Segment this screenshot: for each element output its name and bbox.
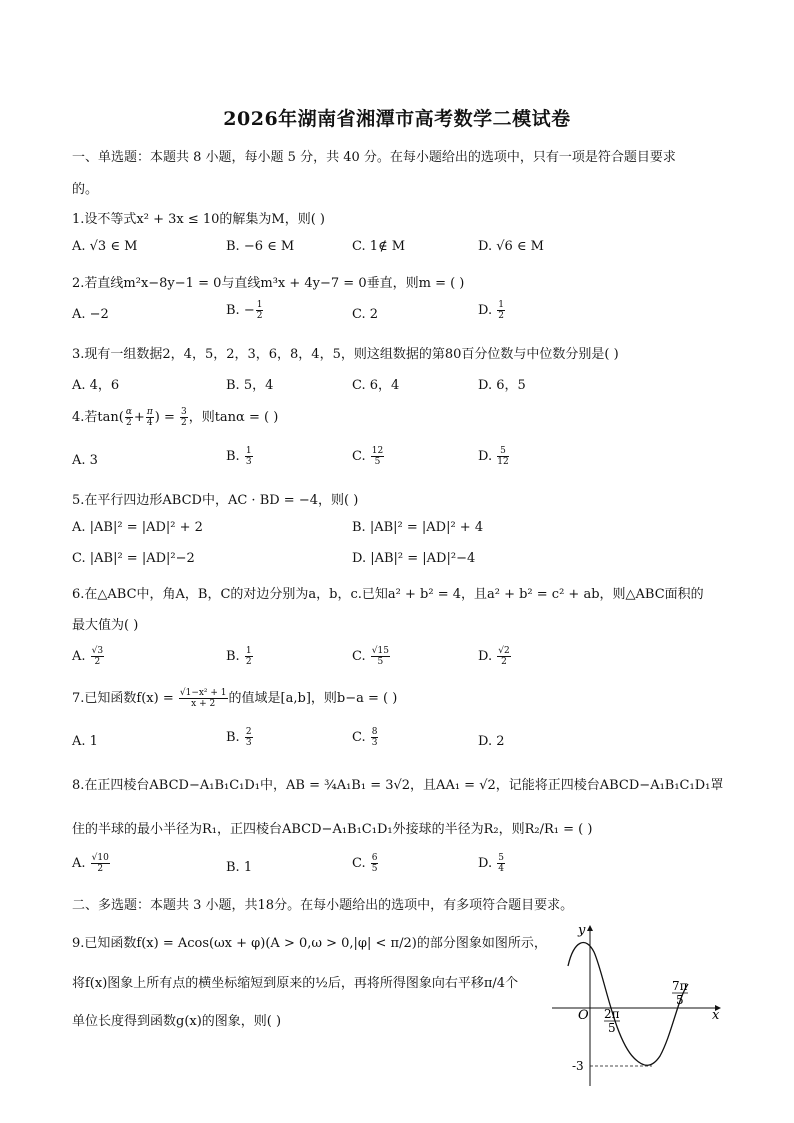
q5-option-b: B. |AB|² = |AD|² + 4 <box>352 520 484 535</box>
frac-num: 6 <box>371 853 378 863</box>
q8-option-c-label: C. <box>352 856 370 871</box>
q8-option-d <box>478 853 506 874</box>
q2-option-d-label: D. <box>478 303 497 318</box>
q2-option-d <box>478 300 506 321</box>
q6-option-c-frac <box>371 646 390 667</box>
q6-stem: 6.在△ABC中，角A，B，C的对边分别为a，b，c.已知a² + b² = 4，且a² + b² = c² + ab，则△ABC面积的 <box>72 587 704 602</box>
frac-den: 2 <box>256 311 263 321</box>
frac-num: √10 <box>91 853 109 863</box>
q8-option-d-frac <box>497 853 505 874</box>
frac-num: 5 <box>497 446 508 457</box>
q2-option-d-frac <box>497 300 505 321</box>
q5-stem: 5.在平行四边形ABCD中，AC · BD = −4，则( ) <box>72 493 359 508</box>
q6-option-c-label: C. <box>352 649 370 664</box>
frac-num: √2 <box>498 646 510 656</box>
q5-option-a: A. |AB|² = |AD|² + 2 <box>72 520 203 535</box>
q2-option-a: A. −2 <box>72 307 109 322</box>
frac-num: 5 <box>498 853 504 863</box>
frac-num: 1 <box>256 300 263 310</box>
q7-option-c <box>352 727 379 748</box>
q4-stem-post: ) = <box>154 410 179 425</box>
q2-option-b-frac <box>256 300 264 321</box>
q2-option-b <box>226 300 264 321</box>
q4-option-d-label: D. <box>478 449 497 464</box>
q4-frac-pi: $\frac{\pi}{4}$ <box>146 407 153 428</box>
frac-den: 3 <box>245 457 252 467</box>
q1-option-c: C. 1∉ M <box>352 239 406 254</box>
frac-num: 8 <box>371 727 378 737</box>
frac-den: 5 <box>374 457 381 467</box>
frac-den: 12 <box>497 457 509 467</box>
q7-option-b-frac <box>245 727 253 748</box>
frac-den: 5 <box>371 864 378 874</box>
q4-option-c-frac <box>371 446 384 467</box>
q8-stem-cont: 住的半球的最小半径为R₁，正四棱台ABCD−A₁B₁C₁D₁外接球的半径为R₂，则R₂/R₁ = ( ) <box>72 822 593 837</box>
q7-stem <box>72 687 397 709</box>
q8-option-c <box>352 853 379 874</box>
q6-option-a <box>72 646 105 667</box>
q4-option-b-frac <box>245 446 253 467</box>
q4-stem-pre: 4.若tan( <box>72 410 124 425</box>
q4-option-d-frac <box>497 446 508 467</box>
q8-option-a-frac <box>91 853 110 874</box>
q4-stem-end: ，则tanα = ( ) <box>188 410 279 425</box>
frac-num: √15 <box>371 646 389 656</box>
frac-den: 3 <box>371 738 378 748</box>
q6-option-c <box>352 646 391 667</box>
frac-den: x + 2 <box>191 699 216 709</box>
frac-den: 3 <box>245 738 252 748</box>
tick-7pi-5-den: 5 <box>676 993 684 1007</box>
q3-stem: 3.现有一组数据2，4，5，2，3，6，8，4，5，则这组数据的第80百分位数与中位数分别是( ) <box>72 347 619 362</box>
q7-option-b-label: B. <box>226 730 244 745</box>
q5-option-d: D. |AB|² = |AD|²−4 <box>352 551 476 566</box>
cosine-graph <box>548 918 728 1093</box>
frac-den: 2 <box>501 657 507 667</box>
q7-frac <box>179 688 228 709</box>
q9-stem-line3: 单位长度得到函数g(x)的图象，则( ) <box>72 1014 282 1029</box>
q2-stem: 2.若直线m²x−8y−1 = 0与直线m³x + 4y−7 = 0垂直，则m = ( ) <box>72 276 465 291</box>
q3-option-d: D. 6，5 <box>478 378 526 393</box>
frac-num: 1 <box>498 300 504 310</box>
q6-option-d-frac <box>497 646 510 667</box>
q7-stem-pre: 7.已知函数f(x) = <box>72 691 178 706</box>
q6-option-d <box>478 646 512 667</box>
min-value-label: -3 <box>572 1059 584 1073</box>
q4-frac-value: $\frac{3}{2}$ <box>180 407 187 428</box>
frac-den: 2 <box>97 864 104 874</box>
origin-label: O <box>578 1008 589 1023</box>
section1-heading: 一、单选题：本题共 8 小题，每小题 5 分，共 40 分。在每小题给出的选项中，只有一项是符合题目要求 <box>72 150 676 165</box>
q6-option-b-frac <box>245 646 253 667</box>
tick-2pi-5-den: 5 <box>608 1021 616 1035</box>
q6-option-d-label: D. <box>478 649 497 664</box>
section1-heading-cont: 的。 <box>72 182 99 197</box>
frac-num: √3 <box>91 646 104 656</box>
q7-option-c-label: C. <box>352 730 370 745</box>
frac-den: 2 <box>245 657 252 667</box>
q5-option-c: C. |AB|² = |AD|²−2 <box>72 551 195 566</box>
q9-stem-line2: 将f(x)图象上所有点的横坐标缩短到原来的½后，再将所得图象向右平移π/4个 <box>72 976 519 991</box>
frac-num: 1 <box>245 646 252 656</box>
q3-option-a: A. 4，6 <box>72 378 120 393</box>
q7-option-a: A. 1 <box>72 734 98 749</box>
q7-stem-post: 的值域是[a,b]，则b−a = ( ) <box>228 691 398 706</box>
q1-option-d: D. √6 ∈ M <box>478 239 544 254</box>
frac-num: 12 <box>371 446 384 456</box>
q6-option-b-label: B. <box>226 649 244 664</box>
q4-option-b <box>226 446 254 467</box>
q8-option-d-label: D. <box>478 856 497 871</box>
tick-7pi-5-num: 7π <box>672 979 688 993</box>
q4-frac-a: $\frac{\alpha}{2}$ <box>125 407 132 428</box>
q4-option-b-label: B. <box>226 449 244 464</box>
q1-option-a: A. √3 ∈ M <box>72 239 138 254</box>
q4-option-c <box>352 446 385 467</box>
y-axis-label: y <box>578 923 586 938</box>
q4-option-d <box>478 446 510 467</box>
q3-option-c: C. 6，4 <box>352 378 400 393</box>
x-axis-label: x <box>712 1008 720 1023</box>
frac-num: √1−x² + 1 <box>179 688 227 698</box>
frac-den: 2 <box>498 311 504 321</box>
cosine-curve <box>568 943 688 1066</box>
frac-num: 2 <box>245 727 252 737</box>
q4-option-a: A. 3 <box>72 453 98 468</box>
q7-option-d: D. 2 <box>478 734 505 749</box>
section2-heading: 二、多选题：本题共 3 小题，共18分。在每小题给出的选项中，有多项符合题目要求。 <box>72 898 574 913</box>
exam-title: 2026年湖南省湘潭市高考数学二模试卷 <box>223 108 571 130</box>
frac-den: 5 <box>377 657 384 667</box>
q8-option-c-frac <box>371 853 379 874</box>
q3-option-b: B. 5，4 <box>226 378 274 393</box>
frac-num: 1 <box>245 446 252 456</box>
q2-option-c: C. 2 <box>352 307 379 322</box>
q8-stem: 8.在正四棱台ABCD−A₁B₁C₁D₁中，AB = ¾A₁B₁ = 3√2，且AA₁ = √2，记能将正四棱台ABCD−A₁B₁C₁D₁罩 <box>72 778 724 793</box>
q8-option-b: B. 1 <box>226 860 253 875</box>
q8-option-a <box>72 853 111 874</box>
q2-option-b-label: B. − <box>226 303 255 318</box>
q9-stem-line1: 9.已知函数f(x) = Acos(ωx + φ)(A > 0,ω > 0,|φ| < π/2)的部分图象如图所示， <box>72 936 547 951</box>
q4-option-c-label: C. <box>352 449 370 464</box>
q6-option-b <box>226 646 254 667</box>
q7-option-c-frac <box>371 727 379 748</box>
q6-option-a-label: A. <box>72 649 90 664</box>
q1-stem: 1.设不等式x² + 3x ≤ 10的解集为M，则( ) <box>72 212 325 227</box>
frac-den: 2 <box>94 657 101 667</box>
q7-option-b <box>226 727 254 748</box>
q8-option-a-label: A. <box>72 856 90 871</box>
frac-den: 4 <box>498 864 504 874</box>
q1-option-b: B. −6 ∈ M <box>226 239 295 254</box>
q6-option-a-frac <box>91 646 104 667</box>
tick-2pi-5-num: 2π <box>604 1007 620 1021</box>
q6-stem-cont: 最大值为( ) <box>72 618 139 633</box>
q4-stem: 4.若tan( $\frac{\alpha}{2}$ + $\frac{\pi}{4}$ ) = $\frac{3}{2}$ ，则tanα = ( ) <box>72 407 279 428</box>
